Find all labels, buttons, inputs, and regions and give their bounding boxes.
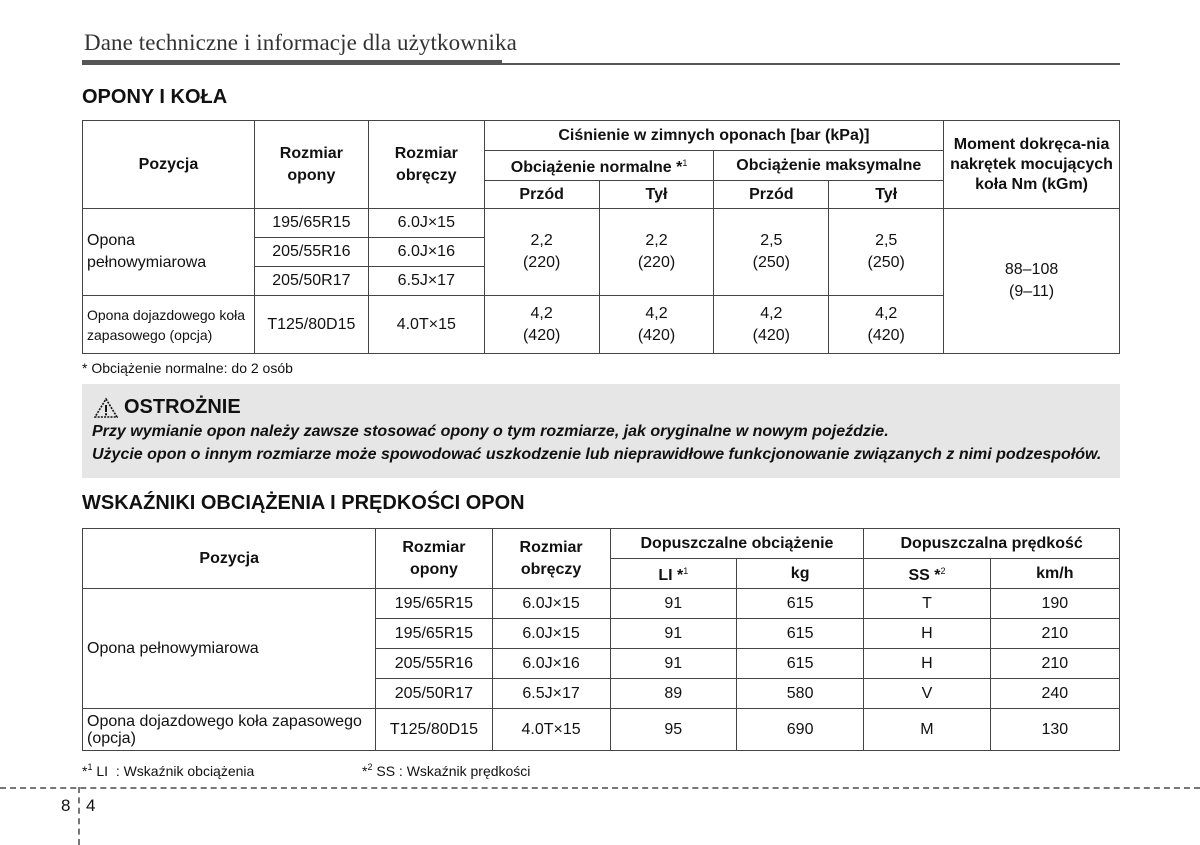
cell-tire-size: 195/65R15	[254, 209, 368, 238]
cell-front-max: 2,5 (250)	[714, 209, 829, 296]
cell-rim-size: 6.0J×16	[368, 238, 484, 267]
cell-full-size-label: Opona pełnowymiarowa	[83, 209, 255, 296]
cell-rim-size: 6.0J×15	[492, 619, 610, 649]
cell-spare-ss: M	[864, 709, 990, 751]
cell-tire-size: 195/65R15	[376, 589, 492, 619]
header-kg: kg	[736, 559, 863, 589]
cell-rear-max: 2,5 (250)	[829, 209, 944, 296]
cell-kg: 615	[736, 619, 863, 649]
cell-kmh: 190	[990, 589, 1119, 619]
cell-kmh: 210	[990, 619, 1119, 649]
cell-spare-front-max: 4,2 (420)	[714, 296, 829, 354]
header-rim-size: Rozmiar obręczy	[368, 121, 484, 209]
header-tire-size: Rozmiar opony	[376, 529, 492, 589]
footer-dashed-divider	[78, 787, 80, 845]
cell-torque-value: 88–108 (9–11)	[944, 209, 1120, 354]
header-tire-size: Rozmiar opony	[254, 121, 368, 209]
header-position: Pozycja	[83, 529, 376, 589]
cell-spare-front-normal: 4,2 (420)	[484, 296, 599, 354]
cell-li: 91	[610, 589, 736, 619]
cell-rim-size: 6.5J×17	[368, 267, 484, 296]
header-load-capacity: Dopuszczalne obciążenie	[610, 529, 864, 559]
cell-rim-size: 6.0J×15	[368, 209, 484, 238]
section-title-tires-wheels: OPONY I KOŁA	[82, 86, 228, 108]
header-rule-thin	[502, 63, 1120, 65]
cell-rim-size: 6.0J×16	[492, 649, 610, 679]
cell-spare-tire-size: T125/80D15	[376, 709, 492, 751]
cell-li: 91	[610, 649, 736, 679]
tires-wheels-table	[82, 120, 1120, 354]
header-front-normal: Przód	[484, 181, 599, 209]
cell-spare-li: 95	[610, 709, 736, 751]
cell-ss: T	[864, 589, 990, 619]
cell-spare-label: Opona dojazdowego koła zapasowego (opcja)	[83, 296, 255, 354]
header-front-max: Przód	[714, 181, 829, 209]
cell-li: 91	[610, 619, 736, 649]
cell-kg: 615	[736, 649, 863, 679]
cell-rim-size: 6.5J×17	[492, 679, 610, 709]
cell-spare-rim-size: 4.0T×15	[368, 296, 484, 354]
footnote-ss: *$^2$ SS : Wskaźnik prędkości	[362, 762, 531, 779]
cell-tire-size: 195/65R15	[376, 619, 492, 649]
cell-kg: 580	[736, 679, 863, 709]
cell-ss: H	[864, 619, 990, 649]
header-rear-normal: Tył	[599, 181, 714, 209]
page-header-title: Dane techniczne i informacje dla użytkownika	[84, 30, 517, 55]
footnote-normal-load: * Obciążenie normalne: do 2 osób	[82, 360, 293, 376]
header-ss: SS *$^2$	[864, 559, 990, 589]
section-title-load-speed-index: WSKAŹNIKI OBCIĄŻENIA I PRĘDKOŚCI OPON	[82, 492, 525, 514]
cell-tire-size: 205/55R16	[376, 649, 492, 679]
header-torque: Moment dokręca-nia nakrętek mocujących koła Nm (kGm)	[944, 121, 1120, 209]
caution-box	[82, 384, 1120, 478]
load-speed-index-table	[82, 528, 1120, 751]
cell-rim-size: 6.0J×15	[492, 589, 610, 619]
header-max-load: Obciążenie maksymalne	[714, 151, 944, 181]
page-chapter-number: 8	[61, 796, 71, 815]
cell-ss: H	[864, 649, 990, 679]
header-normal-load: Obciążenie normalne *$^1$	[484, 151, 714, 181]
cell-spare-tire-size: T125/80D15	[254, 296, 368, 354]
cell-kmh: 240	[990, 679, 1119, 709]
cell-spare-kg: 690	[736, 709, 863, 751]
caution-line-2: Użycie opon o innym rozmiarze może spowodować uszkodzenie lub nieprawidłowe funkcjonowanie związanych z nimi podzespołów.	[92, 446, 1102, 463]
header-kmh: km/h	[990, 559, 1119, 589]
footnote-li: *$^1$ LI : Wskaźnik obciążenia	[82, 762, 255, 779]
page-number: 4	[86, 796, 96, 815]
cell-rear-normal: 2,2 (220)	[599, 209, 714, 296]
header-rim-size: Rozmiar obręczy	[492, 529, 610, 589]
header-speed-rating: Dopuszczalna prędkość	[864, 529, 1120, 559]
cell-spare-rear-max: 4,2 (420)	[829, 296, 944, 354]
caution-title	[94, 396, 241, 419]
cell-tire-size: 205/50R17	[254, 267, 368, 296]
cell-li: 89	[610, 679, 736, 709]
cell-ss: V	[864, 679, 990, 709]
header-position: Pozycja	[83, 121, 255, 209]
cell-spare-rim-size: 4.0T×15	[492, 709, 610, 751]
cell-full-size-label: Opona pełnowymiarowa	[83, 589, 376, 709]
cell-spare-kmh: 130	[990, 709, 1119, 751]
cell-spare-label: Opona dojazdowego koła zapasowego (opcja)	[83, 709, 376, 751]
cell-tire-size: 205/55R16	[254, 238, 368, 267]
header-rear-max: Tył	[829, 181, 944, 209]
caution-line-1: Przy wymianie opon należy zawsze stosować opony o tym rozmiarze, jak oryginalne w nowym pojeździe.	[92, 423, 889, 440]
header-li: LI *$^1$	[610, 559, 736, 589]
header-rule-thick	[82, 60, 502, 65]
cell-front-normal: 2,2 (220)	[484, 209, 599, 296]
header-pressure: Ciśnienie w zimnych oponach [bar (kPa)]	[484, 121, 943, 151]
cell-tire-size: 205/50R17	[376, 679, 492, 709]
cell-spare-rear-normal: 4,2 (420)	[599, 296, 714, 354]
caution-title-text: OSTROŻNIE	[124, 396, 241, 418]
cell-kmh: 210	[990, 649, 1119, 679]
footer-dashed-rule	[0, 787, 1200, 789]
warning-triangle-icon	[94, 397, 118, 419]
cell-kg: 615	[736, 589, 863, 619]
